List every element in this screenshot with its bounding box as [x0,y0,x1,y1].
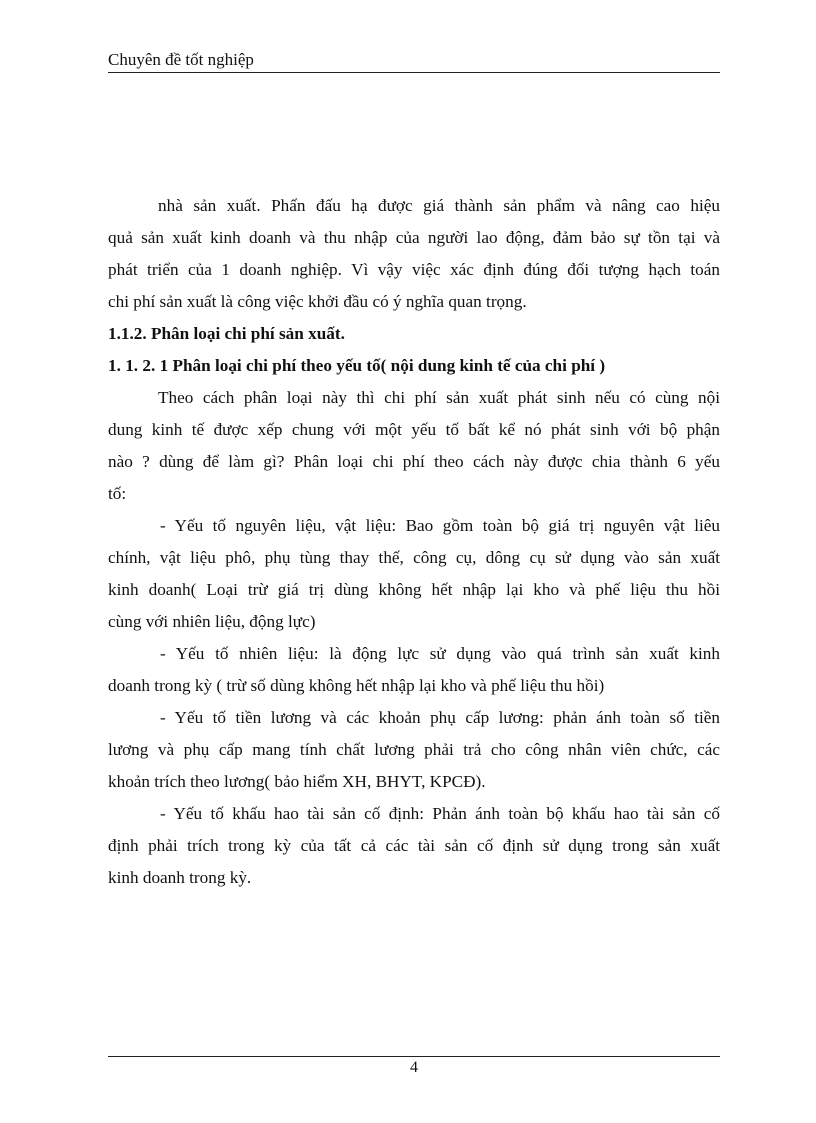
body-line: chi phí sản xuất là công việc khởi đầu có ý nghĩa quan trọng. [108,292,527,311]
body-line: nhà sản xuất. Phấn đấu hạ được giá thành sản phẩm và nâng cao hiệu [158,196,720,215]
body-line: - Yếu tố tiền lương và các khoản phụ cấp lương: phản ánh toàn số tiền [160,708,720,727]
body-line: - Yếu tố khấu hao tài sản cố định: Phản ánh toàn bộ khấu hao tài sản cố [160,804,720,823]
body-line: phát triển của 1 doanh nghiệp. Vì vậy việc xác định đúng đối tượng hạch toán [108,260,720,279]
body-line: cùng với nhiên liệu, động lực) [108,612,316,631]
subsection-heading: 1. 1. 2. 1 Phân loại chi phí theo yếu tố( nội dung kinh tế của chi phí ) [108,356,606,375]
body-line: lương và phụ cấp mang tính chất lương phải trả cho công nhân viên chức, các [108,740,720,759]
body-line: nào ? dùng để làm gì? Phân loại chi phí theo cách này được chia thành 6 yếu [108,452,720,471]
body-line: - Yếu tố nhiên liệu: là động lực sử dụng vào quá trình sản xuất kinh [160,644,720,663]
section-heading: 1.1.2. Phân loại chi phí sản xuất. [108,324,345,343]
body-line: quả sản xuất kinh doanh và thu nhập của người lao động, đảm bảo sự tồn tại và [108,228,720,247]
body-line: - Yếu tố nguyên liệu, vật liệu: Bao gồm toàn bộ giá trị nguyên vật liêu [160,516,720,535]
page-header [108,50,720,73]
body-line: định phải trích trong kỳ của tất cả các tài sản cố định sử dụng trong sản xuất [108,836,720,855]
document-body [108,190,720,894]
body-line: doanh trong kỳ ( trừ số dùng không hết nhập lại kho và phế liệu thu hồi) [108,676,605,695]
body-line: dung kinh tế được xếp chung với một yếu tố bất kể nó phát sinh với bộ phận [108,420,720,439]
body-line: Theo cách phân loại này thì chi phí sản xuất phát sinh nếu có cùng nội [158,388,720,407]
body-line: khoản trích theo lương( bảo hiểm XH, BHYT, KPCĐ). [108,772,486,791]
body-line: kinh doanh( Loại trừ giá trị dùng không hết nhập lại kho và phế liệu thu hồi [108,580,720,599]
header-title: Chuyên đề tốt nghiệp [108,50,254,69]
body-line: kinh doanh trong kỳ. [108,868,252,887]
body-line: tố: [108,484,127,503]
body-line: chính, vật liệu phô, phụ tùng thay thế, công cụ, dông cụ sử dụng vào sản xuất [108,548,720,567]
page-number: 4 [410,1059,418,1076]
